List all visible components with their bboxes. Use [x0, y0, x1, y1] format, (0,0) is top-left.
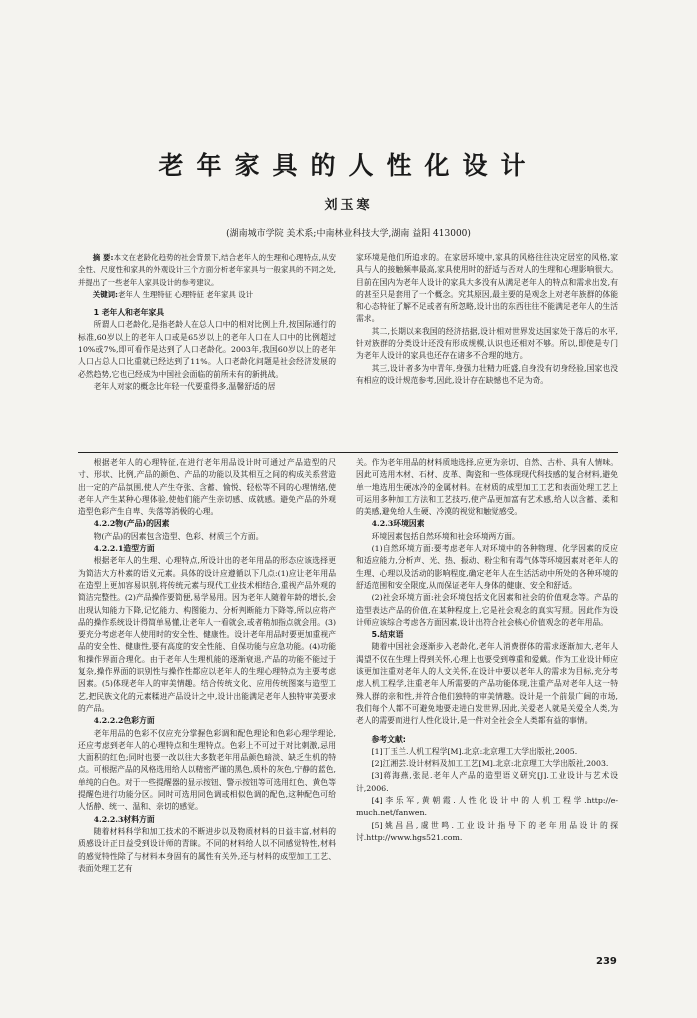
keywords-text: 老年人 生理特征 心理特征 老年家具 设计 [117, 289, 253, 299]
paragraph: 家环境是他们所追求的。在家居环境中,家具的风格往往决定居室的风格,家具与人的接触频率最高,家具使用时的舒适与否对人的生理和心理影响很大。目前在国内为老年人设计的家具大多没有从满足老年人的特点和需求出发,有的甚至只是套用了一个概念。究其原因,最主要的是观念上对老年族群的体能和心态特征了解不足或者有所忽略,设计出的东西往往不能满足老年人的生活需求。 [356, 253, 618, 324]
author-affiliation: (湖南城市学院 美术系;中南林业科技大学,湖南 益阳 413000) [226, 229, 471, 239]
keywords-label: 关键词: [92, 289, 118, 299]
subsection-heading: 4.2.2.3材料方面 [93, 814, 155, 824]
reference-item: [4]李乐军,黄朝霞.人性化设计中的人机工程学.http://e-much.net/fanwen. [356, 796, 618, 818]
paragraph: 根据老年人的生理、心理特点,所设计出的老年用品的形态应该选择更为简洁大方朴素的语义元素。具体的设计应遵循以下几点:(1)应让老年用品在造型上更加容易识别,将传统元素与现代工业技术相结合,重视产品外观的简洁完整性。(2)产品操作要简便,易学易用。因为老年人随着年龄的增长,会出现认知能力下降,记忆能力、构图能力、分析判断能力下降等,所以应将产品的操作系统设计得简单易懂,让老年人一看就会,或者稍加指点就会用。(3)要充分考虑老年人使用时的安全性、健康性。设计老年用品时要更加重视产品的安全性、健康性,要有高度的安全性能、自保功能与应急功能。(4)功能和操作界面合理化。由于老年人生理机能的逐渐衰退,产品的功能不能过于复杂,操作界面的识别性与操作性都应以老年人的生理心理特点为主要考虑因素。(5)体现老年人的审美情趣。结合传统文化、应用传统图案与造型工艺,把民族文化的元素糅进产品设计之中,设计出能满足老年人独特审美要求的产品。 [78, 556, 336, 713]
references-heading: 参考文献: [371, 734, 406, 744]
reference-item: [1]丁玉兰.人机工程学[M].北京:北京理工大学出版社,2005. [371, 746, 578, 756]
reference-item: [2]江湘芸.设计材料及加工工艺[M].北京:北京理工大学出版社,2003. [371, 759, 609, 769]
top-left-column [78, 252, 336, 448]
keywords [78, 289, 336, 301]
reference-item: [3]蒋海燕,张昆.老年人产品的造型语义研究[J].工业设计与艺术设计,2006. [356, 771, 618, 793]
subsection-heading: 4.2.2物(产品)的因素 [93, 519, 170, 529]
paragraph: 随着材料科学和加工技术的不断进步以及物质材料的日益丰富,材料的质感设计正日益受到设计师的青睐。不同的材料给人以不同感觉特性,材料的感觉特性除了与材料本身固有的属性有关外,还与材料的成型加工工艺、表面处理工艺有 [78, 826, 336, 873]
bottom-right-column [356, 457, 618, 957]
paragraph: 根据老年人的心理特征,在进行老年用品设计时可通过产品造型的尺寸、形状、比例,产品的颜色、产品的功能以及其相互之间的构成关系营造出一定的产品氛围,使人产生夺张、含蓄、愉悦、轻松等不同的心理情绪,使老年人产生某种心理体验,使他们能产生亲切感、成就感。避免产品的外观造型色彩产生自卑、失落等消极的心理。 [78, 458, 336, 517]
paragraph: 环境因素包括自然环境和社会环境两方面。 [371, 531, 520, 541]
paragraph: 所谓人口老龄化,是指老龄人在总人口中的相对比例上升,按国际通行的标准,60岁以上的老年人口或是65岁以上的老年人口在人口中的比例超过10%或7%,即可看作是达到了人口老龄化。2003年,我国60岁以上的老年人口占总人口比重就已经达到了11%。人口老龄化问题是社会经济发展的必然趋势,它也已经成为中国社会面临的前所未有的新挑战。 [78, 320, 336, 379]
abstract-label: 摘 要: [92, 253, 114, 262]
section-divider [78, 452, 618, 453]
subsection-heading: 4.2.3环境因素 [371, 519, 425, 529]
paragraph: 老年人对家的概念比年轻一代要重得多,温馨舒适的居 [93, 381, 276, 391]
section-heading: 5.结束语 [371, 630, 404, 640]
top-right-column [356, 252, 618, 442]
abstract [78, 252, 336, 289]
reference-item: [5]姚昌昌,虞世鸣.工业设计指导下的老年用品设计的探讨.http://www.hgs521.com. [356, 820, 618, 842]
paragraph: 其三,设计者多为中青年,身强力壮精力旺盛,自身没有切身经验,国家也没有相应的设计规范参考,因此,设计存在缺憾也不足为奇。 [356, 363, 618, 385]
page-number: 239 [596, 956, 617, 967]
paragraph: 随着中国社会逐渐步入老龄化,老年人消费群体的需求逐渐加大,老年人渴望不仅在生理上得到关怀,心理上也要受到尊重和爱戴。作为工业设计师应该更加注重对老年人的人文关怀,在设计中要以老年人的需求为目标,充分考虑人机工程学,注重老年人所需要的产品功能体现,注重产品对老年人这一特殊人群的亲和性,并符合他们独特的审美情趣。设计是一个前景广阔的市场,我们每个人都不可避免地要走进白发世界,因此,关爱老人就是关爱全人类,为老人的需要而进行人性化设计,是一件对全社会全人类都有益的事情。 [356, 642, 618, 726]
paragraph: 其二,长期以来我国的经济拮据,设计相对世界发达国家处于落后的水平,针对族群的分类设计还没有形成规模,认识也还相对不够。所以,即使是专门为老年人设计的家具也还存在诸多不合理的地方。 [356, 326, 618, 361]
paragraph: (2)社会环境方面:社会环境包括文化因素和社会的价值观念等。产品的造型表达产品的价值,在某种程度上,它是社会观念的真实写照。因此作为设计师应该综合考虑各方面因素,设计出符合社会核心价值观念的老年用品。 [356, 593, 618, 627]
article-title: 老年家具的人性化设计 [158, 151, 539, 180]
paragraph: (1)自然环境方面:要考虑老年人对环境中的各种物理、化学因素的反应和适应能力,分析声、光、热、振动、粉尘和有毒气体等环境因素对老年人的生理、心理以及活动的影响程度,确定老年人在生活活动中所处的各种环境的舒适范围和安全限度,从而保证老年人身体的健康、安全和舒适。 [356, 544, 618, 590]
paragraph: 物(产品)的因素包含造型、色彩、材质三个方面。 [93, 531, 264, 541]
bottom-left-column [78, 457, 336, 957]
subsection-heading: 4.2.2.1造型方面 [93, 544, 155, 554]
paragraph: 老年用品的色彩不仅应充分掌握色彩调和配色理论和色彩心理学理论,还应考虑到老年人的心理特点和生理特点。色彩上不可过于对比刺激,忌用大面积的红色;同时也要一改以往大多数老年用品颜色暗淡、缺乏生机的特点。可根据产品的风格选用给人以精密严谨的黑色,质朴的灰色,宁静的蓝色,单纯的白色。对于一些提醒器的显示按钮、警示按钮等可选用红色、黄色等提醒色进行功能分区。同时可选用同色调或相似色调的配色,这种配色可给人恬静、统一、温和、亲切的感觉。 [78, 728, 336, 812]
subsection-heading: 4.2.2.2色彩方面 [93, 716, 155, 726]
author-name: 刘玉寒 [324, 198, 373, 213]
abstract-text: 本文在老龄化趋势的社会背景下,结合老年人的生理和心理特点,从安全性、尺度性和家具的外观设计三个方面分析老年家具与一般家具的不同之处,并提出了一些老年人家具设计的参考建议。 [78, 253, 336, 287]
section-heading: 1 老年人和老年家具 [93, 308, 165, 318]
paragraph: 关。作为老年用品的材料质地选择,应更为亲切、自然、古朴、具有人情味。因此可选用木材、石材、皮革、陶瓷和一些体现现代科技感的复合材料,避免单一地选用生硬冰冷的金属材料。在材质的成型加工工艺和表面处理工艺上可运用多种加工方法和工艺技巧,使产品更加富有艺术感,给人以含蓄、柔和的美感,避免给人生硬、冷漠的视觉和触觉感受。 [356, 458, 618, 517]
